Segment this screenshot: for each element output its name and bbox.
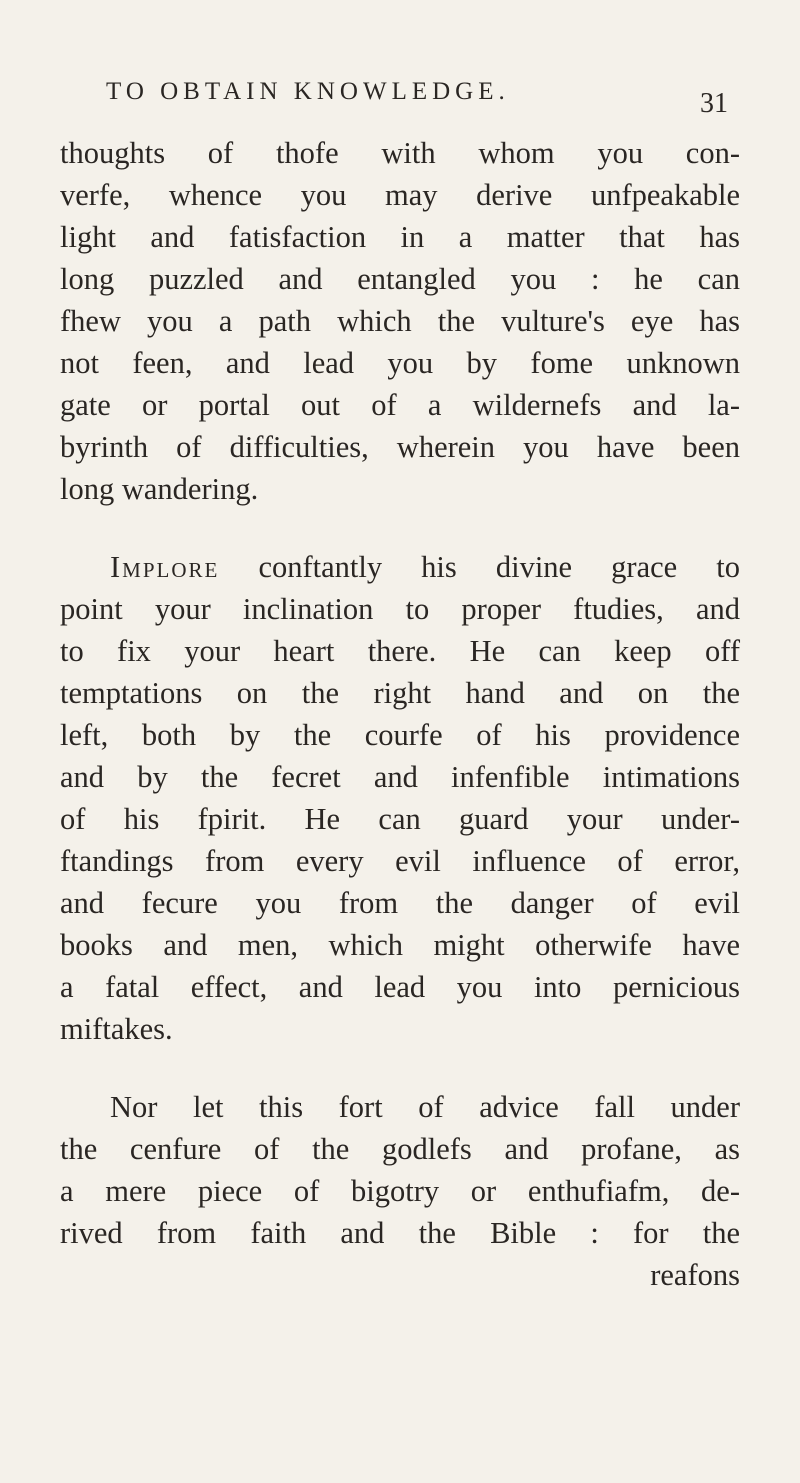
text-line: long wandering.	[60, 472, 259, 506]
paragraph-3	[60, 1086, 740, 1296]
text-line: point your inclination to proper ftudies, and	[60, 592, 740, 626]
text-line: verfe, whence you may derive unfpeakable	[60, 178, 740, 212]
text-line: temptations on the right hand and on the	[60, 676, 740, 710]
text-line: books and men, which might otherwife have	[60, 928, 740, 962]
body-text	[60, 132, 740, 1296]
text-line: long puzzled and entangled you : he can	[60, 262, 740, 296]
text-line: of his fpirit. He can guard your under-	[60, 802, 740, 836]
lead-word: Implore	[110, 550, 220, 584]
text-line: to fix your heart there. He can keep off	[60, 634, 740, 668]
text-line-first	[60, 546, 740, 588]
text-line: miftakes.	[60, 1012, 173, 1046]
text-line: rived from faith and the Bible : for the	[60, 1216, 740, 1250]
text-line: and fecure you from the danger of evil	[60, 886, 740, 920]
text-line: fhew you a path which the vulture's eye has	[60, 304, 740, 338]
text-line: and by the fecret and infenfible intimations	[60, 760, 740, 794]
text-line: ftandings from every evil influence of error,	[60, 844, 740, 878]
paragraph-2	[60, 546, 740, 1050]
text-line: thoughts of thofe with whom you con-	[60, 136, 740, 170]
text-line: Nor let this fort of advice fall under	[110, 1090, 740, 1124]
first-line-rest: conftantly his divine grace to	[258, 550, 740, 584]
paragraph-1	[60, 132, 740, 510]
text-line: gate or portal out of a wildernefs and la-	[60, 388, 740, 422]
text-line: a mere piece of bigotry or enthufiafm, de-	[60, 1174, 740, 1208]
page-number: 31	[700, 88, 728, 119]
running-head: TO OBTAIN KNOWLEDGE.	[106, 78, 510, 105]
text-line: a fatal effect, and lead you into pernicious	[60, 970, 740, 1004]
paragraph-gap	[60, 510, 740, 546]
text-line: not feen, and lead you by fome unknown	[60, 346, 740, 380]
text-line: byrinth of difficulties, wherein you have been	[60, 430, 740, 464]
text-line: the cenfure of the godlefs and profane, as	[60, 1132, 740, 1166]
catchword: reafons	[650, 1258, 740, 1292]
paragraph-gap	[60, 1050, 740, 1086]
text-line: light and fatisfaction in a matter that has	[60, 220, 740, 254]
text-line: left, both by the courfe of his providence	[60, 718, 740, 752]
